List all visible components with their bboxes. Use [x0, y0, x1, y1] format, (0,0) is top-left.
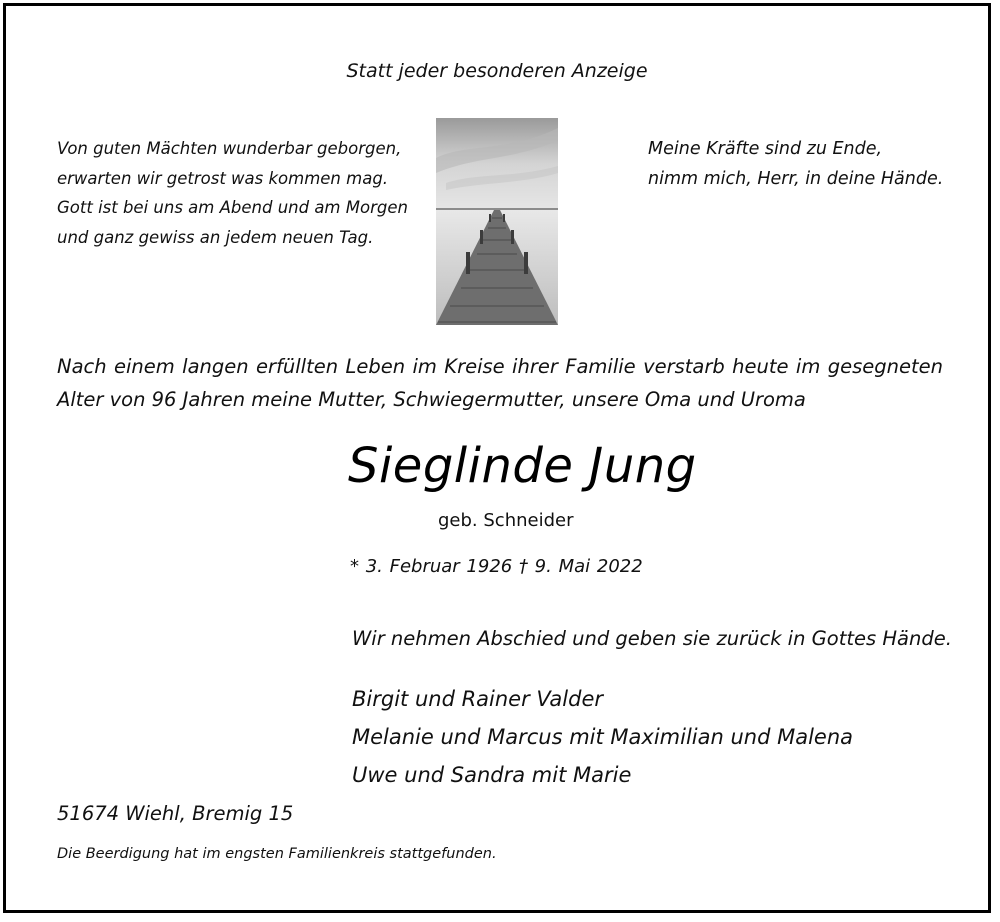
poem-left-line: Gott ist bei uns am Abend und am Morgen [57, 198, 408, 217]
farewell-text: Wir nehmen Abschied und geben sie zurück in Gottes Hände. [352, 627, 952, 650]
mourner-entry: Melanie und Marcus mit Maximilian und Malena [352, 725, 854, 749]
intro-line-1: Nach einem langen erfüllten Leben im Kreise ihrer Familie verstarb heute im gesegneten [57, 355, 943, 378]
mourner-entry: Uwe und Sandra mit Marie [352, 763, 632, 787]
poem-right-line: nimm mich, Herr, in deine Hände. [648, 169, 944, 189]
mourner-entry: Birgit und Rainer Valder [352, 687, 604, 711]
mourners-list [352, 680, 853, 794]
poem-left-line: erwarten wir getrost was kommen mag. [57, 168, 389, 188]
poem-right [648, 134, 943, 194]
life-dates: * 3. Februar 1926 † 9. Mai 2022 [350, 556, 643, 577]
jetty-photo-image [436, 118, 558, 325]
notice-header: Statt jeder besonderen Anzeige [346, 60, 648, 82]
intro-paragraph [57, 350, 943, 416]
intro-line-2: Alter von 96 Jahren meine Mutter, Schwiegermutter, unsere Oma und Uroma [57, 388, 806, 411]
poem-left [57, 134, 408, 252]
poem-left-line: Von guten Mächten wunderbar geborgen, [57, 139, 402, 158]
jetty-photo [436, 118, 558, 325]
poem-right-line: Meine Kräfte sind zu Ende, [648, 139, 883, 159]
deceased-name: Sieglinde Jung [348, 438, 697, 494]
maiden-name: geb. Schneider [438, 510, 574, 531]
funeral-note: Die Beerdigung hat im engsten Familienkreis stattgefunden. [57, 846, 497, 862]
poem-left-line: und ganz gewiss an jedem neuen Tag. [57, 227, 374, 247]
address: 51674 Wiehl, Bremig 15 [57, 802, 294, 825]
